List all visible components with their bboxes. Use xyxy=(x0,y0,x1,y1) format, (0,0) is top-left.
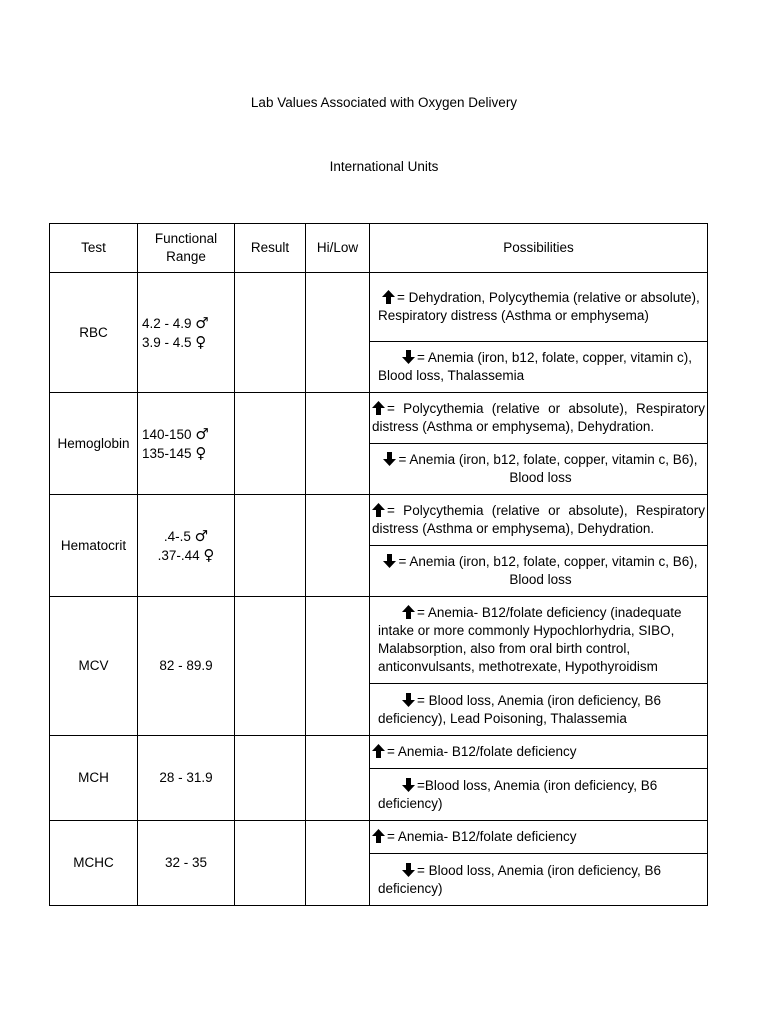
functional-range: 82 - 89.9 xyxy=(138,597,235,736)
table-row xyxy=(50,736,708,769)
page-subtitle: International Units xyxy=(329,159,439,174)
header-test: Test xyxy=(50,224,138,273)
header-possibilities: Possibilities xyxy=(370,224,708,273)
down-arrow-icon xyxy=(383,554,396,568)
functional-range: 28 - 31.9 xyxy=(138,736,235,821)
range-female: 3.9 - 4.5 ♀ xyxy=(142,332,207,351)
header-hi-low: Hi/Low xyxy=(306,224,370,273)
possibility-low: = Anemia (iron, b12, folate, copper, vitamin c, B6), Blood loss xyxy=(370,546,708,597)
header-functional-range: Functional Range xyxy=(138,224,235,273)
table-row xyxy=(50,821,708,854)
range-male: 4.2 - 4.9 ♂ xyxy=(142,313,209,332)
range-male: 140-150 ♂ xyxy=(142,424,209,443)
hi-low-cell[interactable] xyxy=(306,597,370,736)
hi-low-cell[interactable] xyxy=(306,736,370,821)
female-symbol-icon: ♀ xyxy=(195,332,207,351)
result-cell[interactable] xyxy=(235,597,306,736)
functional-range xyxy=(138,273,235,393)
down-arrow-icon xyxy=(402,350,415,364)
down-arrow-icon xyxy=(402,693,415,707)
possibility-high: = Anemia- B12/folate deficiency (inadequate intake or more commonly Hypochlorhydria, SIBO, Malabsorption, also from oral birth control, anticonvulsants, methotrexate, Hypothyroidism xyxy=(370,597,708,684)
possibility-low: = Blood loss, Anemia (iron deficiency, B6 deficiency) xyxy=(370,854,708,906)
table-row xyxy=(50,495,708,546)
possibility-high: = Dehydration, Polycythemia (relative or absolute), Respiratory distress (Asthma or emphysema) xyxy=(370,273,708,342)
page-title: Lab Values Associated with Oxygen Delivery xyxy=(250,95,518,110)
possibility-low: = Anemia (iron, b12, folate, copper, vitamin c), Blood loss, Thalassemia xyxy=(370,342,708,393)
result-cell[interactable] xyxy=(235,495,306,597)
hi-low-cell[interactable] xyxy=(306,273,370,393)
lab-values-table xyxy=(49,223,708,906)
test-name: Hemoglobin xyxy=(50,393,138,495)
male-symbol-icon: ♂ xyxy=(194,526,209,545)
result-cell[interactable] xyxy=(235,273,306,393)
hi-low-cell[interactable] xyxy=(306,393,370,495)
possibility-low: =Blood loss, Anemia (iron deficiency, B6 deficiency) xyxy=(370,769,708,821)
range-male: .4-.5 ♂ xyxy=(163,526,209,545)
table-row xyxy=(50,273,708,342)
up-arrow-icon xyxy=(372,829,385,843)
down-arrow-icon xyxy=(402,778,415,792)
table-row xyxy=(50,597,708,684)
header-result: Result xyxy=(235,224,306,273)
hi-low-cell[interactable] xyxy=(306,495,370,597)
up-arrow-icon xyxy=(372,401,385,415)
result-cell[interactable] xyxy=(235,821,306,906)
test-name: MCV xyxy=(50,597,138,736)
test-name: Hematocrit xyxy=(50,495,138,597)
male-symbol-icon: ♂ xyxy=(195,313,209,332)
down-arrow-icon xyxy=(402,863,415,877)
table-header-row xyxy=(50,224,708,273)
test-name: MCH xyxy=(50,736,138,821)
table-row xyxy=(50,393,708,444)
possibility-high: = Anemia- B12/folate deficiency xyxy=(370,736,708,769)
range-female: 135-145 ♀ xyxy=(142,443,207,462)
possibility-high: = Polycythemia (relative or absolute), Respiratory distress (Asthma or emphysema), Dehydration. xyxy=(370,495,708,546)
result-cell[interactable] xyxy=(235,393,306,495)
up-arrow-icon xyxy=(372,744,385,758)
up-arrow-icon xyxy=(382,290,395,304)
hi-low-cell[interactable] xyxy=(306,821,370,906)
possibility-low: = Blood loss, Anemia (iron deficiency, B6 deficiency), Lead Poisoning, Thalassemia xyxy=(370,684,708,736)
result-cell[interactable] xyxy=(235,736,306,821)
female-symbol-icon: ♀ xyxy=(203,545,215,564)
functional-range: 32 - 35 xyxy=(138,821,235,906)
down-arrow-icon xyxy=(383,452,396,466)
functional-range xyxy=(138,393,235,495)
male-symbol-icon: ♂ xyxy=(195,424,209,443)
up-arrow-icon xyxy=(402,605,415,619)
female-symbol-icon: ♀ xyxy=(195,443,207,462)
up-arrow-icon xyxy=(372,503,385,517)
possibility-high: = Anemia- B12/folate deficiency xyxy=(370,821,708,854)
possibility-low: = Anemia (iron, b12, folate, copper, vitamin c, B6), Blood loss xyxy=(370,444,708,495)
possibility-high: = Polycythemia (relative or absolute), Respiratory distress (Asthma or emphysema), Dehydration. xyxy=(370,393,708,444)
test-name: MCHC xyxy=(50,821,138,906)
range-female: .37-.44 ♀ xyxy=(157,545,215,564)
functional-range xyxy=(138,495,235,597)
test-name: RBC xyxy=(50,273,138,393)
